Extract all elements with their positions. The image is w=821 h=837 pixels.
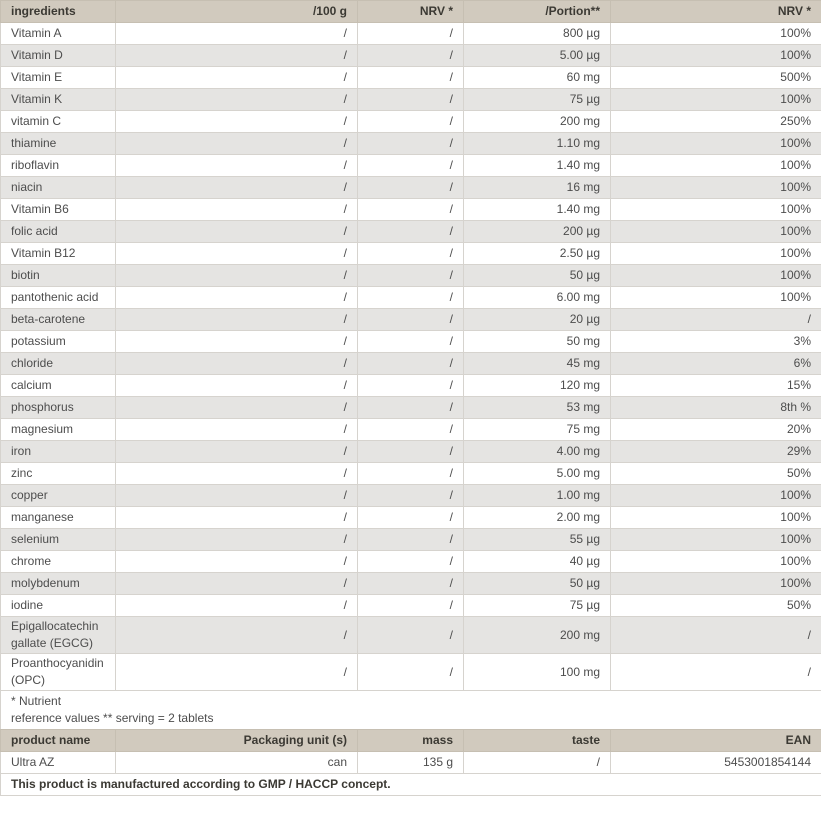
cell-per100: / bbox=[116, 375, 358, 397]
cell-nrv_portion: 8th % bbox=[611, 397, 821, 419]
col-header-taste: taste bbox=[464, 730, 611, 752]
cell-name: iron bbox=[1, 441, 116, 463]
cell-nrv100: / bbox=[358, 177, 464, 199]
cell-nrv_portion: 100% bbox=[611, 133, 821, 155]
cell-nrv100: / bbox=[358, 654, 464, 691]
cell-portion: 2.50 µg bbox=[464, 243, 611, 265]
product-rows bbox=[1, 752, 821, 774]
product-row bbox=[1, 752, 821, 774]
ingredient-row bbox=[1, 287, 821, 309]
ingredient-row bbox=[1, 155, 821, 177]
col-header-per-portion: /Portion** bbox=[464, 1, 611, 23]
cell-packaging_unit: can bbox=[116, 752, 358, 774]
cell-name: copper bbox=[1, 485, 116, 507]
cell-portion: 40 µg bbox=[464, 551, 611, 573]
cell-portion: 55 µg bbox=[464, 529, 611, 551]
ingredient-row bbox=[1, 111, 821, 133]
cell-nrv100: / bbox=[358, 595, 464, 617]
cell-per100: / bbox=[116, 573, 358, 595]
cell-per100: / bbox=[116, 45, 358, 67]
cell-nrv100: / bbox=[358, 287, 464, 309]
cell-per100: / bbox=[116, 221, 358, 243]
cell-per100: / bbox=[116, 67, 358, 89]
cell-nrv100: / bbox=[358, 199, 464, 221]
cell-nrv_portion: 100% bbox=[611, 221, 821, 243]
ingredient-row bbox=[1, 133, 821, 155]
cell-nrv_portion: 100% bbox=[611, 23, 821, 45]
cell-nrv_portion: 50% bbox=[611, 595, 821, 617]
footnote-line1: * Nutrient bbox=[11, 694, 62, 708]
cell-nrv100: / bbox=[358, 243, 464, 265]
cell-per100: / bbox=[116, 463, 358, 485]
product-header-row bbox=[1, 730, 821, 752]
ingredient-row bbox=[1, 309, 821, 331]
footnote-line2: reference values ** serving = 2 tablets bbox=[11, 711, 214, 725]
ingredient-row bbox=[1, 375, 821, 397]
cell-name: manganese bbox=[1, 507, 116, 529]
cell-name: biotin bbox=[1, 265, 116, 287]
cell-mass: 135 g bbox=[358, 752, 464, 774]
cell-taste: / bbox=[464, 752, 611, 774]
cell-portion: 75 µg bbox=[464, 595, 611, 617]
footnote-row bbox=[1, 691, 821, 730]
cell-portion: 2.00 mg bbox=[464, 507, 611, 529]
col-header-mass: mass bbox=[358, 730, 464, 752]
cell-portion: 1.10 mg bbox=[464, 133, 611, 155]
ingredient-row bbox=[1, 573, 821, 595]
cell-nrv_portion: 100% bbox=[611, 199, 821, 221]
cell-nrv_portion: 100% bbox=[611, 485, 821, 507]
cell-portion: 100 mg bbox=[464, 654, 611, 691]
cell-portion: 1.40 mg bbox=[464, 199, 611, 221]
cell-nrv100: / bbox=[358, 573, 464, 595]
cell-portion: 16 mg bbox=[464, 177, 611, 199]
ingredient-row bbox=[1, 45, 821, 67]
cell-per100: / bbox=[116, 397, 358, 419]
cell-per100: / bbox=[116, 419, 358, 441]
cell-nrv_portion: / bbox=[611, 617, 821, 654]
ingredients-rows bbox=[1, 23, 821, 691]
cell-product_name: Ultra AZ bbox=[1, 752, 116, 774]
cell-nrv_portion: 500% bbox=[611, 67, 821, 89]
ingredient-row bbox=[1, 441, 821, 463]
cell-nrv_portion: 100% bbox=[611, 89, 821, 111]
ingredient-row bbox=[1, 551, 821, 573]
cell-per100: / bbox=[116, 441, 358, 463]
cell-portion: 45 mg bbox=[464, 353, 611, 375]
cell-portion: 200 mg bbox=[464, 617, 611, 654]
cell-name: thiamine bbox=[1, 133, 116, 155]
cell-nrv_portion: 100% bbox=[611, 265, 821, 287]
cell-name: pantothenic acid bbox=[1, 287, 116, 309]
col-header-packaging-unit: Packaging unit (s) bbox=[116, 730, 358, 752]
cell-per100: / bbox=[116, 595, 358, 617]
ingredient-row bbox=[1, 654, 821, 691]
cell-portion: 5.00 µg bbox=[464, 45, 611, 67]
cell-nrv100: / bbox=[358, 375, 464, 397]
ingredient-row bbox=[1, 507, 821, 529]
cell-nrv_portion: 100% bbox=[611, 155, 821, 177]
cell-name: calcium bbox=[1, 375, 116, 397]
cell-nrv100: / bbox=[358, 111, 464, 133]
cell-per100: / bbox=[116, 23, 358, 45]
cell-nrv100: / bbox=[358, 155, 464, 177]
col-header-product-name: product name bbox=[1, 730, 116, 752]
cell-ean: 5453001854144 bbox=[611, 752, 821, 774]
cell-nrv100: / bbox=[358, 89, 464, 111]
ingredient-row bbox=[1, 485, 821, 507]
cell-nrv100: / bbox=[358, 617, 464, 654]
cell-portion: 5.00 mg bbox=[464, 463, 611, 485]
ingredient-row bbox=[1, 243, 821, 265]
ingredient-row bbox=[1, 221, 821, 243]
cell-name: phosphorus bbox=[1, 397, 116, 419]
cell-name: Vitamin B6 bbox=[1, 199, 116, 221]
ingredient-row bbox=[1, 529, 821, 551]
cell-per100: / bbox=[116, 287, 358, 309]
cell-nrv_portion: 50% bbox=[611, 463, 821, 485]
cell-per100: / bbox=[116, 309, 358, 331]
cell-name: vitamin C bbox=[1, 111, 116, 133]
col-header-ean: EAN bbox=[611, 730, 821, 752]
cell-nrv100: / bbox=[358, 441, 464, 463]
cell-name: Vitamin D bbox=[1, 45, 116, 67]
cell-nrv100: / bbox=[358, 551, 464, 573]
cell-nrv100: / bbox=[358, 133, 464, 155]
cell-nrv_portion: 100% bbox=[611, 507, 821, 529]
cell-name: Vitamin A bbox=[1, 23, 116, 45]
cell-name: molybdenum bbox=[1, 573, 116, 595]
cell-nrv100: / bbox=[358, 463, 464, 485]
cell-per100: / bbox=[116, 551, 358, 573]
cell-portion: 1.40 mg bbox=[464, 155, 611, 177]
cell-nrv_portion: 100% bbox=[611, 529, 821, 551]
cell-nrv_portion: / bbox=[611, 309, 821, 331]
cell-nrv_portion: 29% bbox=[611, 441, 821, 463]
ingredient-row bbox=[1, 419, 821, 441]
cell-per100: / bbox=[116, 265, 358, 287]
cell-nrv100: / bbox=[358, 397, 464, 419]
col-header-nrv-portion: NRV * bbox=[611, 1, 821, 23]
cell-portion: 4.00 mg bbox=[464, 441, 611, 463]
cell-per100: / bbox=[116, 111, 358, 133]
cell-name: chrome bbox=[1, 551, 116, 573]
ingredient-row bbox=[1, 23, 821, 45]
cell-per100: / bbox=[116, 617, 358, 654]
cell-portion: 200 µg bbox=[464, 221, 611, 243]
ingredient-row bbox=[1, 397, 821, 419]
cell-per100: / bbox=[116, 155, 358, 177]
cell-nrv_portion: 100% bbox=[611, 243, 821, 265]
ingredient-row bbox=[1, 199, 821, 221]
cell-portion: 200 mg bbox=[464, 111, 611, 133]
col-header-ingredients: ingredients bbox=[1, 1, 116, 23]
cell-portion: 20 µg bbox=[464, 309, 611, 331]
cell-nrv100: / bbox=[358, 529, 464, 551]
cell-portion: 800 µg bbox=[464, 23, 611, 45]
manufacture-note-row bbox=[1, 774, 821, 796]
cell-nrv_portion: 6% bbox=[611, 353, 821, 375]
cell-per100: / bbox=[116, 331, 358, 353]
cell-nrv100: / bbox=[358, 485, 464, 507]
footnote-cell bbox=[1, 691, 821, 730]
cell-name: zinc bbox=[1, 463, 116, 485]
cell-per100: / bbox=[116, 177, 358, 199]
cell-nrv_portion: 100% bbox=[611, 177, 821, 199]
cell-nrv100: / bbox=[358, 309, 464, 331]
cell-name: selenium bbox=[1, 529, 116, 551]
cell-nrv100: / bbox=[358, 23, 464, 45]
cell-portion: 50 µg bbox=[464, 573, 611, 595]
product-table bbox=[0, 729, 821, 796]
col-header-per-100g: /100 g bbox=[116, 1, 358, 23]
cell-name: folic acid bbox=[1, 221, 116, 243]
cell-name: chloride bbox=[1, 353, 116, 375]
cell-nrv100: / bbox=[358, 331, 464, 353]
cell-nrv_portion: 15% bbox=[611, 375, 821, 397]
cell-name: Proanthocyanidin (OPC) bbox=[1, 654, 116, 691]
ingredient-row bbox=[1, 331, 821, 353]
cell-per100: / bbox=[116, 529, 358, 551]
cell-name: niacin bbox=[1, 177, 116, 199]
cell-portion: 6.00 mg bbox=[464, 287, 611, 309]
cell-nrv100: / bbox=[358, 265, 464, 287]
cell-nrv_portion: 250% bbox=[611, 111, 821, 133]
cell-nrv_portion: 100% bbox=[611, 551, 821, 573]
cell-name: iodine bbox=[1, 595, 116, 617]
cell-per100: / bbox=[116, 243, 358, 265]
ingredient-row bbox=[1, 89, 821, 111]
cell-name: Vitamin B12 bbox=[1, 243, 116, 265]
cell-portion: 50 µg bbox=[464, 265, 611, 287]
cell-nrv_portion: 20% bbox=[611, 419, 821, 441]
cell-per100: / bbox=[116, 654, 358, 691]
cell-portion: 53 mg bbox=[464, 397, 611, 419]
ingredient-row bbox=[1, 177, 821, 199]
cell-nrv100: / bbox=[358, 67, 464, 89]
cell-portion: 50 mg bbox=[464, 331, 611, 353]
cell-name: Epigallocatechin gallate (EGCG) bbox=[1, 617, 116, 654]
ingredient-row bbox=[1, 463, 821, 485]
cell-per100: / bbox=[116, 133, 358, 155]
ingredient-row bbox=[1, 617, 821, 654]
cell-nrv100: / bbox=[358, 507, 464, 529]
cell-per100: / bbox=[116, 485, 358, 507]
cell-nrv100: / bbox=[358, 221, 464, 243]
cell-nrv_portion: 100% bbox=[611, 287, 821, 309]
cell-portion: 1.00 mg bbox=[464, 485, 611, 507]
cell-name: beta-carotene bbox=[1, 309, 116, 331]
ingredient-row bbox=[1, 265, 821, 287]
cell-name: riboflavin bbox=[1, 155, 116, 177]
cell-nrv100: / bbox=[358, 45, 464, 67]
cell-portion: 60 mg bbox=[464, 67, 611, 89]
cell-nrv_portion: 100% bbox=[611, 573, 821, 595]
cell-per100: / bbox=[116, 89, 358, 111]
cell-nrv_portion: / bbox=[611, 654, 821, 691]
cell-per100: / bbox=[116, 353, 358, 375]
cell-nrv100: / bbox=[358, 419, 464, 441]
ingredients-header-row bbox=[1, 1, 821, 23]
manufacture-note: This product is manufactured according to GMP / HACCP concept. bbox=[1, 774, 821, 796]
cell-nrv_portion: 100% bbox=[611, 45, 821, 67]
ingredient-row bbox=[1, 353, 821, 375]
cell-name: potassium bbox=[1, 331, 116, 353]
cell-name: Vitamin E bbox=[1, 67, 116, 89]
cell-per100: / bbox=[116, 507, 358, 529]
cell-portion: 75 µg bbox=[464, 89, 611, 111]
col-header-nrv-100g: NRV * bbox=[358, 1, 464, 23]
cell-name: magnesium bbox=[1, 419, 116, 441]
cell-portion: 75 mg bbox=[464, 419, 611, 441]
cell-portion: 120 mg bbox=[464, 375, 611, 397]
ingredient-row bbox=[1, 67, 821, 89]
cell-nrv_portion: 3% bbox=[611, 331, 821, 353]
cell-nrv100: / bbox=[358, 353, 464, 375]
cell-name: Vitamin K bbox=[1, 89, 116, 111]
ingredient-row bbox=[1, 595, 821, 617]
cell-per100: / bbox=[116, 199, 358, 221]
